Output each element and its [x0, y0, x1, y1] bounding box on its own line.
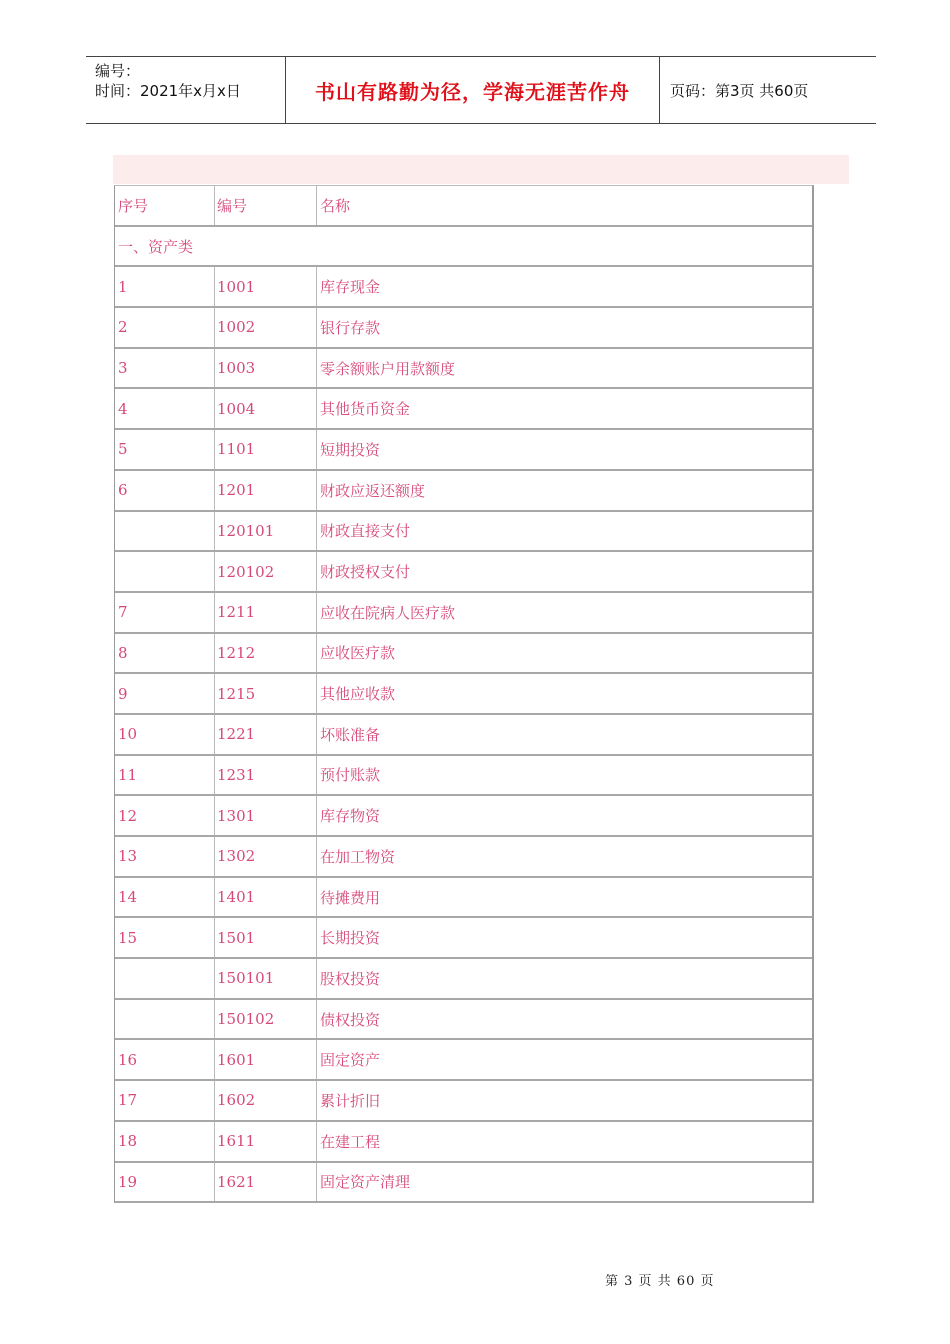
cell-name: 坏账准备: [320, 725, 381, 744]
cell-seq: [115, 1000, 215, 1039]
cell-seq: 3: [115, 349, 215, 388]
table-row: [115, 756, 812, 797]
table-row: [115, 308, 812, 349]
cell-name: 预付账款: [320, 766, 381, 785]
cell-code: 150101: [215, 959, 317, 998]
cell-code: 1004: [215, 389, 317, 428]
table-row: [115, 1081, 812, 1122]
table-row: [115, 1163, 812, 1204]
cell-code: 150102: [215, 1000, 317, 1039]
cell-code: 1212: [215, 634, 317, 673]
cell-code: 1602: [215, 1081, 317, 1120]
cell-name: 在加工物资: [320, 847, 396, 866]
cell-name: 零余额账户用款额度: [320, 359, 456, 378]
table-row: [115, 512, 812, 553]
table-row: [115, 959, 812, 1000]
cell-name: 其他货币资金: [320, 400, 411, 419]
cell-name: 债权投资: [320, 1010, 381, 1029]
header-seq: 序号: [115, 186, 215, 225]
cell-code: 1201: [215, 471, 317, 510]
table-header-row: [115, 186, 812, 227]
table-row: [115, 837, 812, 878]
header-name: 名称: [320, 196, 351, 215]
cell-name: 长期投资: [320, 929, 381, 948]
cell-name: 应收在院病人医疗款: [320, 603, 456, 622]
cell-code: 1001: [215, 267, 317, 306]
table-row: [115, 1122, 812, 1163]
section-row: [115, 227, 812, 268]
code-label: 编号：: [95, 62, 141, 80]
table-row: [115, 674, 812, 715]
cell-name: 待摊费用: [320, 888, 381, 907]
cell-seq: 15: [115, 918, 215, 957]
table-row: [115, 471, 812, 512]
table-row: [115, 878, 812, 919]
cell-seq: 4: [115, 389, 215, 428]
table-row: [115, 634, 812, 675]
time-label: 时间：2021年x月x日: [95, 82, 241, 100]
cell-code: 1611: [215, 1122, 317, 1161]
table-row: [115, 1000, 812, 1041]
cell-seq: 11: [115, 756, 215, 795]
cell-seq: [115, 512, 215, 551]
cell-code: 1101: [215, 430, 317, 469]
table-row: [115, 796, 812, 837]
table-row: [115, 715, 812, 756]
cell-name: 库存现金: [320, 278, 381, 297]
cell-code: 1601: [215, 1040, 317, 1079]
cell-name: 财政直接支付: [320, 522, 411, 541]
table-top-band: [113, 155, 849, 184]
table-row: [115, 267, 812, 308]
cell-code: 1002: [215, 308, 317, 347]
cell-code: 1301: [215, 796, 317, 835]
cell-code: 1003: [215, 349, 317, 388]
cell-name: 财政应返还额度: [320, 481, 426, 500]
cell-seq: 8: [115, 634, 215, 673]
cell-name: 银行存款: [320, 318, 381, 337]
cell-name: 库存物资: [320, 807, 381, 826]
table-row: [115, 1040, 812, 1081]
cell-seq: 10: [115, 715, 215, 754]
cell-name: 股权投资: [320, 969, 381, 988]
cell-seq: 2: [115, 308, 215, 347]
account-table: [114, 185, 814, 1203]
table-row: [115, 593, 812, 634]
cell-seq: 18: [115, 1122, 215, 1161]
table-body: [115, 267, 812, 1203]
cell-name: 财政授权支付: [320, 563, 411, 582]
cell-code: 120102: [215, 552, 317, 591]
table-row: [115, 552, 812, 593]
cell-code: 1401: [215, 878, 317, 917]
cell-code: 1302: [215, 837, 317, 876]
page-header: [86, 56, 876, 124]
table-row: [115, 918, 812, 959]
cell-name: 固定资产清理: [320, 1173, 411, 1192]
table-row: [115, 349, 812, 390]
header-motto: 书山有路勤为径，学海无涯苦作舟: [286, 57, 660, 123]
cell-seq: 5: [115, 430, 215, 469]
cell-seq: 16: [115, 1040, 215, 1079]
section-title: 一、资产类: [118, 237, 194, 256]
cell-code: 1621: [215, 1163, 317, 1202]
cell-seq: 13: [115, 837, 215, 876]
cell-name: 其他应收款: [320, 685, 396, 704]
cell-seq: 14: [115, 878, 215, 917]
cell-seq: 9: [115, 674, 215, 713]
header-code: 编号: [215, 186, 317, 225]
cell-seq: 7: [115, 593, 215, 632]
cell-seq: 12: [115, 796, 215, 835]
cell-name: 在建工程: [320, 1132, 381, 1151]
cell-seq: [115, 959, 215, 998]
cell-code: 1231: [215, 756, 317, 795]
header-meta: [86, 57, 286, 123]
cell-seq: 19: [115, 1163, 215, 1202]
cell-name: 应收医疗款: [320, 644, 396, 663]
cell-code: 1501: [215, 918, 317, 957]
table-row: [115, 389, 812, 430]
cell-code: 1215: [215, 674, 317, 713]
cell-name: 累计折旧: [320, 1091, 381, 1110]
cell-name: 固定资产: [320, 1051, 381, 1070]
page-footer: 第 3 页 共 60 页: [605, 1274, 715, 1289]
cell-seq: [115, 552, 215, 591]
cell-code: 1221: [215, 715, 317, 754]
cell-seq: 17: [115, 1081, 215, 1120]
header-page-info: 页码：第3页 共60页: [670, 81, 809, 100]
table-row: [115, 430, 812, 471]
cell-name: 短期投资: [320, 440, 381, 459]
cell-seq: 6: [115, 471, 215, 510]
cell-code: 120101: [215, 512, 317, 551]
cell-seq: 1: [115, 267, 215, 306]
cell-code: 1211: [215, 593, 317, 632]
